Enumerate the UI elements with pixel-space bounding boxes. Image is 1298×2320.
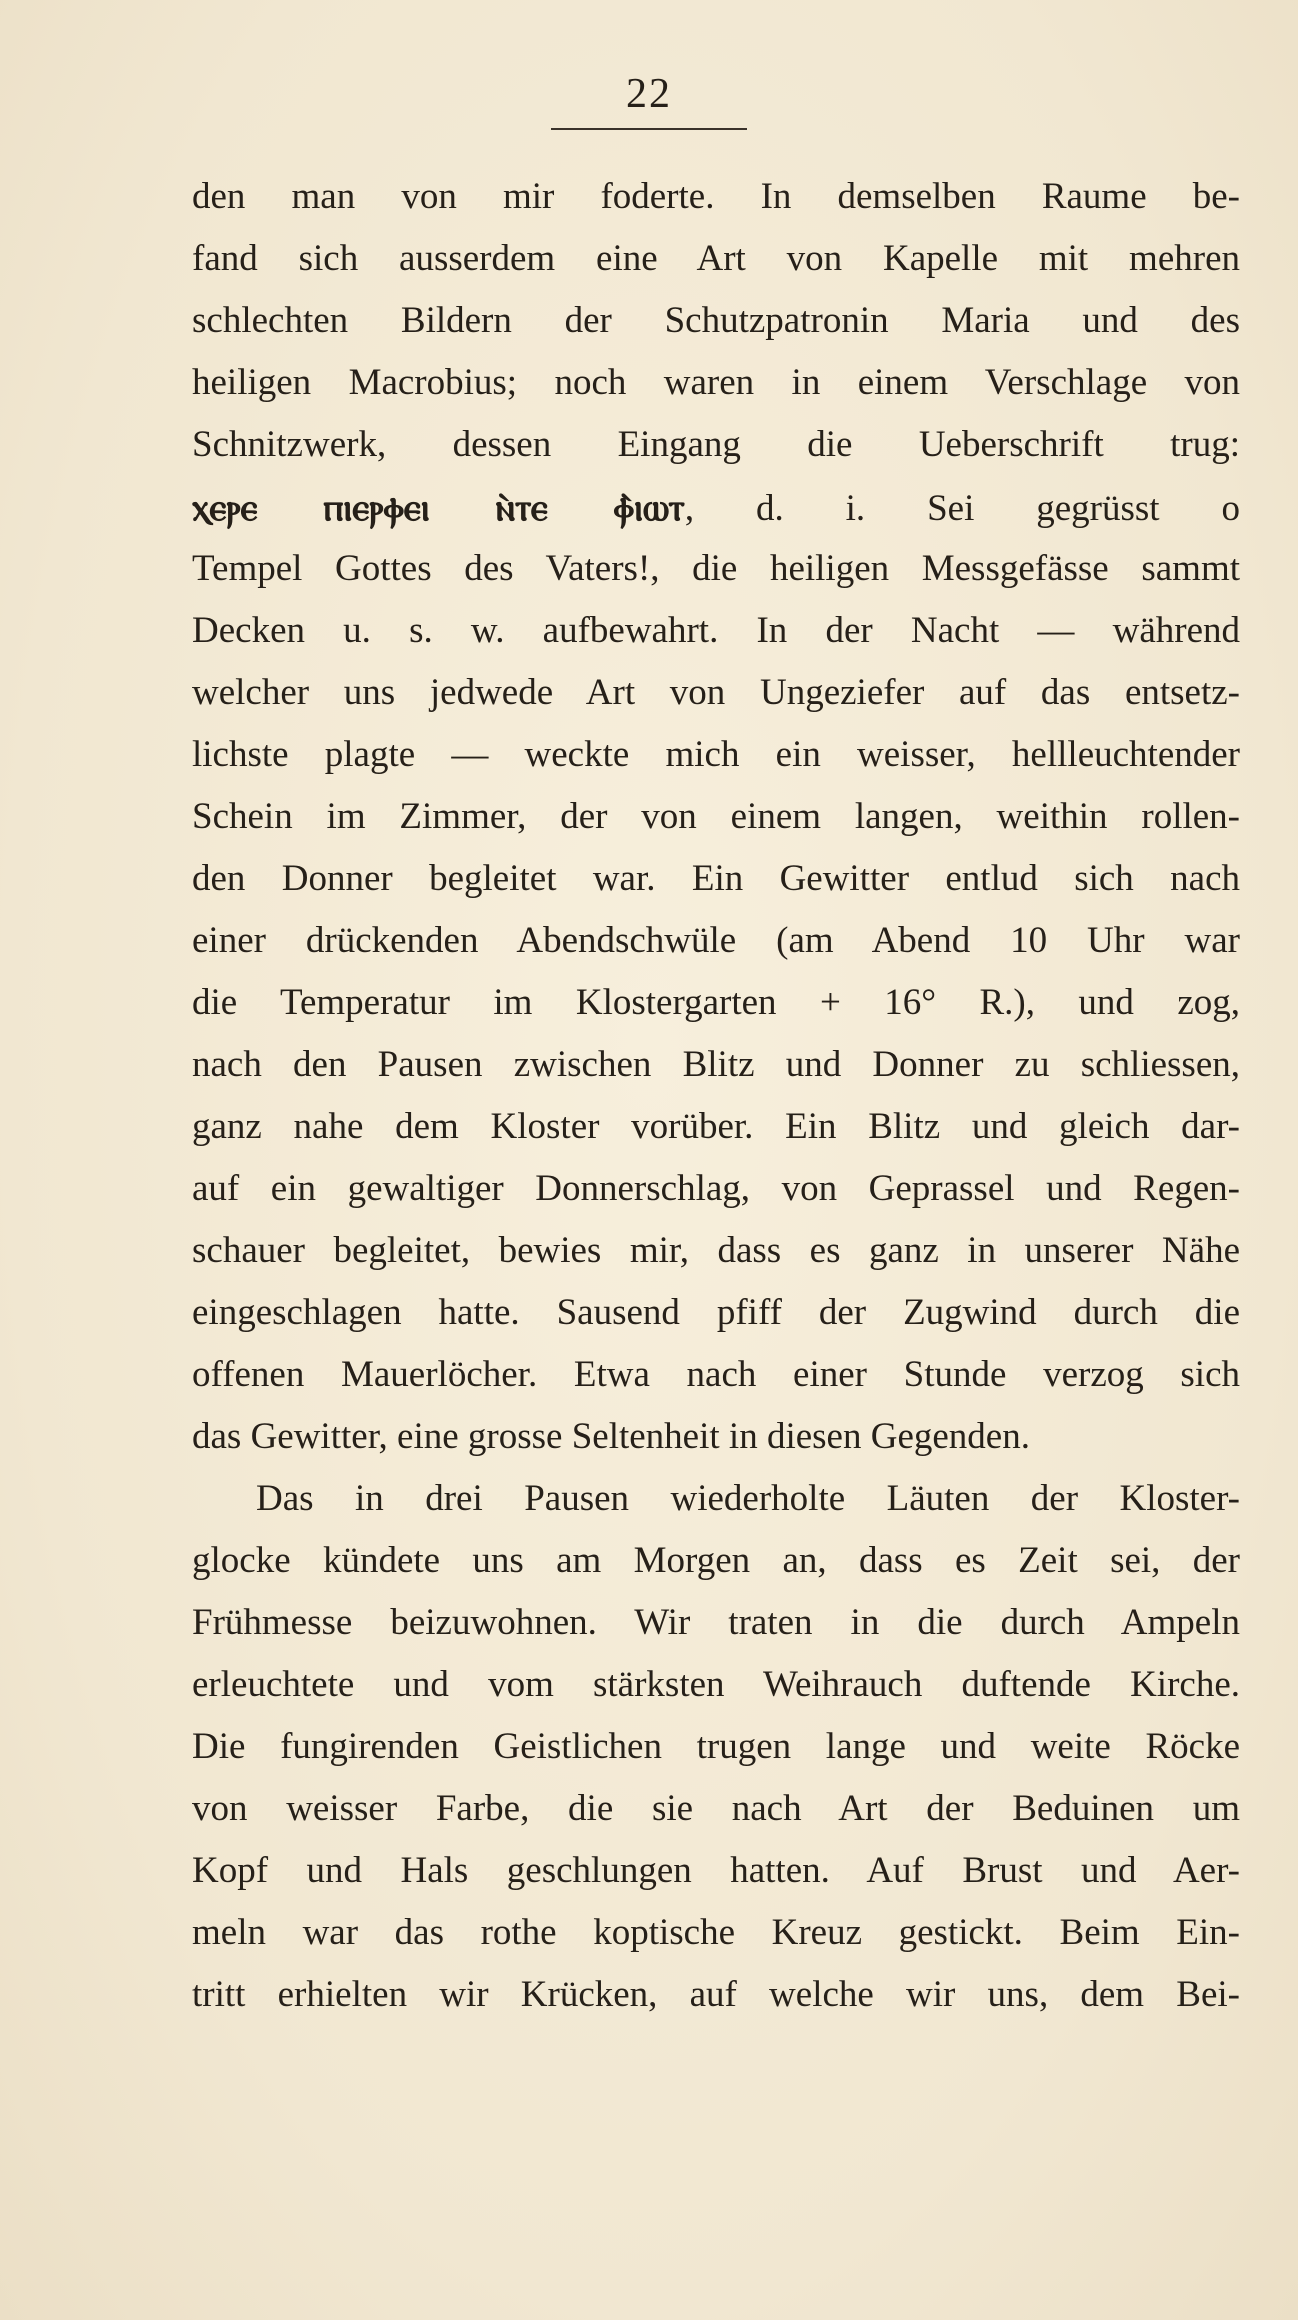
text-line: schauer begleitet, bewies mir, dass es ganz in unserer Nähe: [192, 1230, 1240, 1271]
text-line: schlechten Bildern der Schutzpatronin Maria und des: [192, 300, 1240, 341]
text-line: Die fungirenden Geistlichen trugen lange und weite Röcke: [192, 1726, 1240, 1767]
body-text: [192, 166, 1240, 2026]
text-line: Frühmesse beizuwohnen. Wir traten in die durch Ampeln: [192, 1602, 1240, 1643]
text-line: Decken u. s. w. aufbewahrt. In der Nacht — während: [192, 610, 1240, 651]
text-line: einer drückenden Abendschwüle (am Abend 10 Uhr war: [192, 920, 1240, 961]
text-line: offenen Mauerlöcher. Etwa nach einer Stunde verzog sich: [192, 1354, 1240, 1395]
text-line: ganz nahe dem Kloster vorüber. Ein Blitz und gleich dar-: [192, 1106, 1240, 1147]
text-line: erleuchtete und vom stärksten Weihrauch duftende Kirche.: [192, 1664, 1240, 1705]
paragraph-start-line: Das in drei Pausen wiederholte Läuten der Kloster-: [256, 1478, 1240, 1519]
text-line: den Donner begleitet war. Ein Gewitter entlud sich nach: [192, 858, 1240, 899]
text-line: meln war das rothe koptische Kreuz gestickt. Beim Ein-: [192, 1912, 1240, 1953]
text-line: Schein im Zimmer, der von einem langen, weithin rollen-: [192, 796, 1240, 837]
text-line: eingeschlagen hatte. Sausend pfiff der Zugwind durch die: [192, 1292, 1240, 1333]
text-line: tritt erhielten wir Krücken, auf welche wir uns, dem Bei-: [192, 1974, 1240, 2015]
header-rule: [551, 128, 747, 130]
text-line: welcher uns jedwede Art von Ungeziefer auf das entsetz-: [192, 672, 1240, 713]
text-line: Schnitzwerk, dessen Eingang die Ueberschrift trug:: [192, 424, 1240, 465]
text-line: glocke kündete uns am Morgen an, dass es Zeit sei, der: [192, 1540, 1240, 1581]
text-line: das Gewitter, eine grosse Seltenheit in diesen Gegenden.: [192, 1416, 1030, 1457]
text-line: lichste plagte — weckte mich ein weisser, hellleuchtender: [192, 734, 1240, 775]
text-line: von weisser Farbe, die sie nach Art der Beduinen um: [192, 1788, 1240, 1829]
coptic-inscription: ⲭⲉⲣⲉ ⲡⲓⲉⲣⲫⲉⲓ ⲛ̀ⲧⲉ ⲫ̀ⲓⲱⲧ: [192, 484, 685, 529]
coptic-text-line: [192, 476, 1240, 538]
page-number: 22: [626, 71, 672, 117]
text-line: die Temperatur im Klostergarten + 16° R.), und zog,: [192, 982, 1240, 1023]
text-line: fand sich ausserdem eine Art von Kapelle mit mehren: [192, 238, 1240, 279]
text-line: Tempel Gottes des Vaters!, die heiligen Messgefässe sammt: [192, 548, 1240, 589]
text-line: auf ein gewaltiger Donnerschlag, von Geprassel und Regen-: [192, 1168, 1240, 1209]
text-line: den man von mir foderte. In demselben Raume be-: [192, 176, 1240, 217]
coptic-translation: , d. i. Sei gegrüsst o: [684, 488, 1240, 529]
text-line: Kopf und Hals geschlungen hatten. Auf Brust und Aer-: [192, 1850, 1240, 1891]
text-line: nach den Pausen zwischen Blitz und Donner zu schliessen,: [192, 1044, 1240, 1085]
text-line: heiligen Macrobius; noch waren in einem Verschlage von: [192, 362, 1240, 403]
